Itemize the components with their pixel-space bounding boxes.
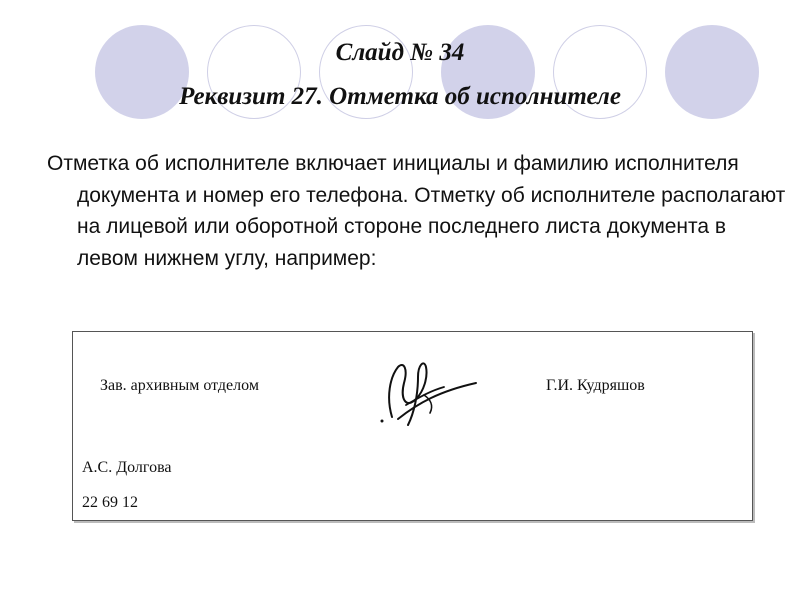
- executor-name: А.С. Долгова: [82, 459, 172, 476]
- document-example: [72, 331, 753, 521]
- executor-phone: 22 69 12: [82, 494, 138, 511]
- decorative-circles: [0, 0, 800, 140]
- slide-number: Слайд № 34: [335, 39, 465, 66]
- signature-icon: [378, 347, 488, 432]
- slide-body-text: Отметка об исполнителе включает инициалы и фамилию исполнителя документа и номер его телефона. Отметку об исполнителе располагают на лицевой или оборотной стороне последнего листа документа в левом нижнем углу, например:: [47, 152, 786, 270]
- position-label: Зав. архивным отделом: [100, 377, 259, 394]
- slide-title: Реквизит 27. Отметка об исполнителе: [179, 83, 621, 110]
- signatory-name: Г.И. Кудряшов: [546, 377, 645, 394]
